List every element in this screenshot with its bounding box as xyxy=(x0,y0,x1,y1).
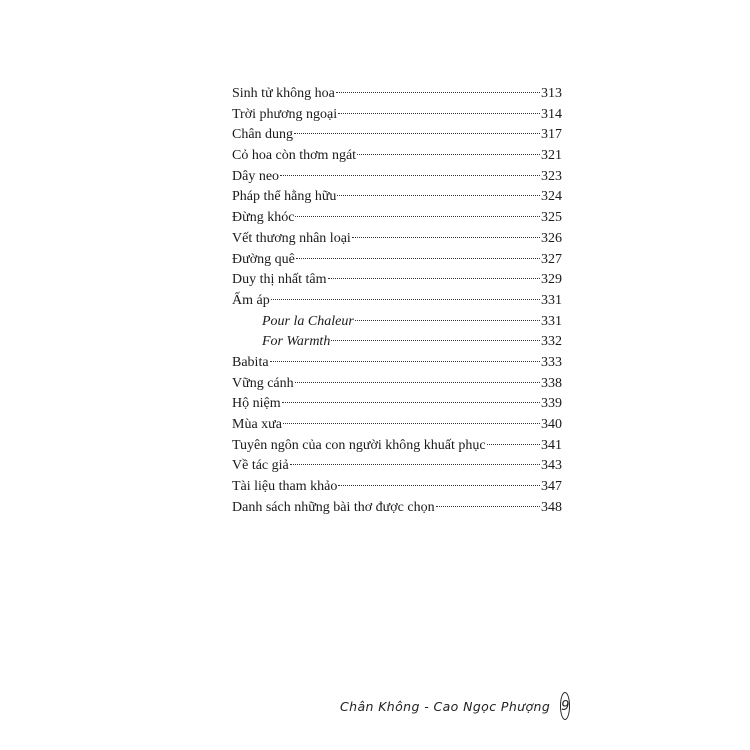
toc-entry-page: 341 xyxy=(541,437,562,453)
toc-entry xyxy=(232,187,562,208)
dot-leader xyxy=(331,340,540,341)
toc-entry-title: Pour la Chaleur xyxy=(262,313,354,329)
dot-leader xyxy=(338,485,540,486)
toc-entry-page: 347 xyxy=(541,479,562,495)
toc-entry-title: Tài liệu tham khảo xyxy=(232,479,338,495)
toc-entry-page: 340 xyxy=(541,417,562,432)
dot-leader xyxy=(295,216,540,217)
toc-entry xyxy=(232,84,562,105)
toc-entry-title: Duy thị nhất tâm xyxy=(232,272,327,288)
toc-entry xyxy=(232,477,562,498)
dot-leader xyxy=(338,113,540,114)
toc-entry-page: 332 xyxy=(541,334,562,350)
toc-entry-page: 338 xyxy=(541,375,562,391)
dot-leader xyxy=(487,444,540,445)
toc-entry-title: Về tác giả xyxy=(232,458,289,474)
dot-leader xyxy=(352,237,540,238)
toc-entry xyxy=(232,498,562,519)
dot-leader xyxy=(328,278,541,279)
toc-entry-page: 323 xyxy=(541,168,562,184)
dot-leader xyxy=(294,133,540,134)
toc-entry xyxy=(232,394,562,415)
toc-entry-title: Babita xyxy=(232,354,269,370)
toc-entry-page: 314 xyxy=(541,106,562,122)
toc-entry-title: Danh sách những bài thơ được chọn xyxy=(232,499,435,515)
toc-entry-title: For Warmth xyxy=(262,334,331,350)
toc-entry-title: Vết thương nhân loại xyxy=(232,230,351,246)
toc-entry-page: 321 xyxy=(541,148,562,164)
toc-entry-page: 331 xyxy=(541,313,562,329)
toc-entry xyxy=(232,374,562,395)
toc-entry xyxy=(232,125,562,146)
toc-entry xyxy=(232,105,562,126)
toc-entry-title: Hộ niệm xyxy=(232,396,281,412)
toc-entry-page: 313 xyxy=(541,86,562,101)
toc-subentry xyxy=(232,332,562,353)
dot-leader xyxy=(355,320,540,321)
toc-entry-page: 333 xyxy=(541,354,562,370)
toc-entry-title: Đừng khóc xyxy=(232,210,295,226)
page-footer xyxy=(340,690,570,722)
dot-leader xyxy=(337,195,540,196)
toc-entry-title: Cỏ hoa còn thơm ngát xyxy=(232,148,357,164)
toc-entry-title: Đường quê xyxy=(232,251,295,267)
table-of-contents xyxy=(232,84,562,518)
toc-entry xyxy=(232,146,562,167)
toc-entry-page: 317 xyxy=(541,127,562,143)
dot-leader xyxy=(271,299,540,300)
toc-entry xyxy=(232,229,562,250)
toc-entry xyxy=(232,208,562,229)
dot-leader xyxy=(296,258,540,259)
toc-entry-page: 327 xyxy=(541,251,562,267)
dot-leader xyxy=(282,402,540,403)
running-title: Chân Không - Cao Ngọc Phượng xyxy=(340,698,551,714)
dot-leader xyxy=(270,361,540,362)
toc-entry-title: Dây neo xyxy=(232,168,280,184)
toc-entry-page: 331 xyxy=(541,292,562,308)
page-number: 9 xyxy=(560,692,570,720)
dot-leader xyxy=(436,506,540,507)
dot-leader xyxy=(280,175,540,176)
toc-entry-page: 343 xyxy=(541,458,562,474)
dot-leader xyxy=(290,464,540,465)
toc-entry-page: 325 xyxy=(541,210,562,226)
dot-leader xyxy=(357,154,540,155)
toc-entry xyxy=(232,456,562,477)
dot-leader xyxy=(295,382,540,383)
toc-subentry xyxy=(232,312,562,333)
toc-entry-title: Mùa xưa xyxy=(232,417,282,432)
toc-entry-title: Tuyên ngôn của con người không khuất phục xyxy=(232,437,486,453)
toc-entry xyxy=(232,415,562,436)
toc-entry-title: Chân dung xyxy=(232,127,294,143)
toc-entry xyxy=(232,167,562,188)
toc-entry-page: 326 xyxy=(541,230,562,246)
toc-entry-page: 348 xyxy=(541,499,562,515)
toc-entry-page: 324 xyxy=(541,189,562,205)
toc-entry-title: Ấm áp xyxy=(232,292,270,308)
toc-entry xyxy=(232,353,562,374)
toc-entry-page: 339 xyxy=(541,396,562,412)
toc-entry-title: Sinh tử không hoa xyxy=(232,86,335,101)
toc-entry-title: Pháp thể hằng hữu xyxy=(232,189,337,205)
dot-leader xyxy=(283,423,540,424)
toc-entry-page: 329 xyxy=(541,272,562,288)
toc-entry xyxy=(232,436,562,457)
dot-leader xyxy=(336,92,540,93)
toc-entry-title: Trời phương ngoại xyxy=(232,106,338,122)
toc-entry xyxy=(232,270,562,291)
toc-entry xyxy=(232,250,562,271)
toc-entry-title: Vững cánh xyxy=(232,375,294,391)
toc-entry xyxy=(232,291,562,312)
